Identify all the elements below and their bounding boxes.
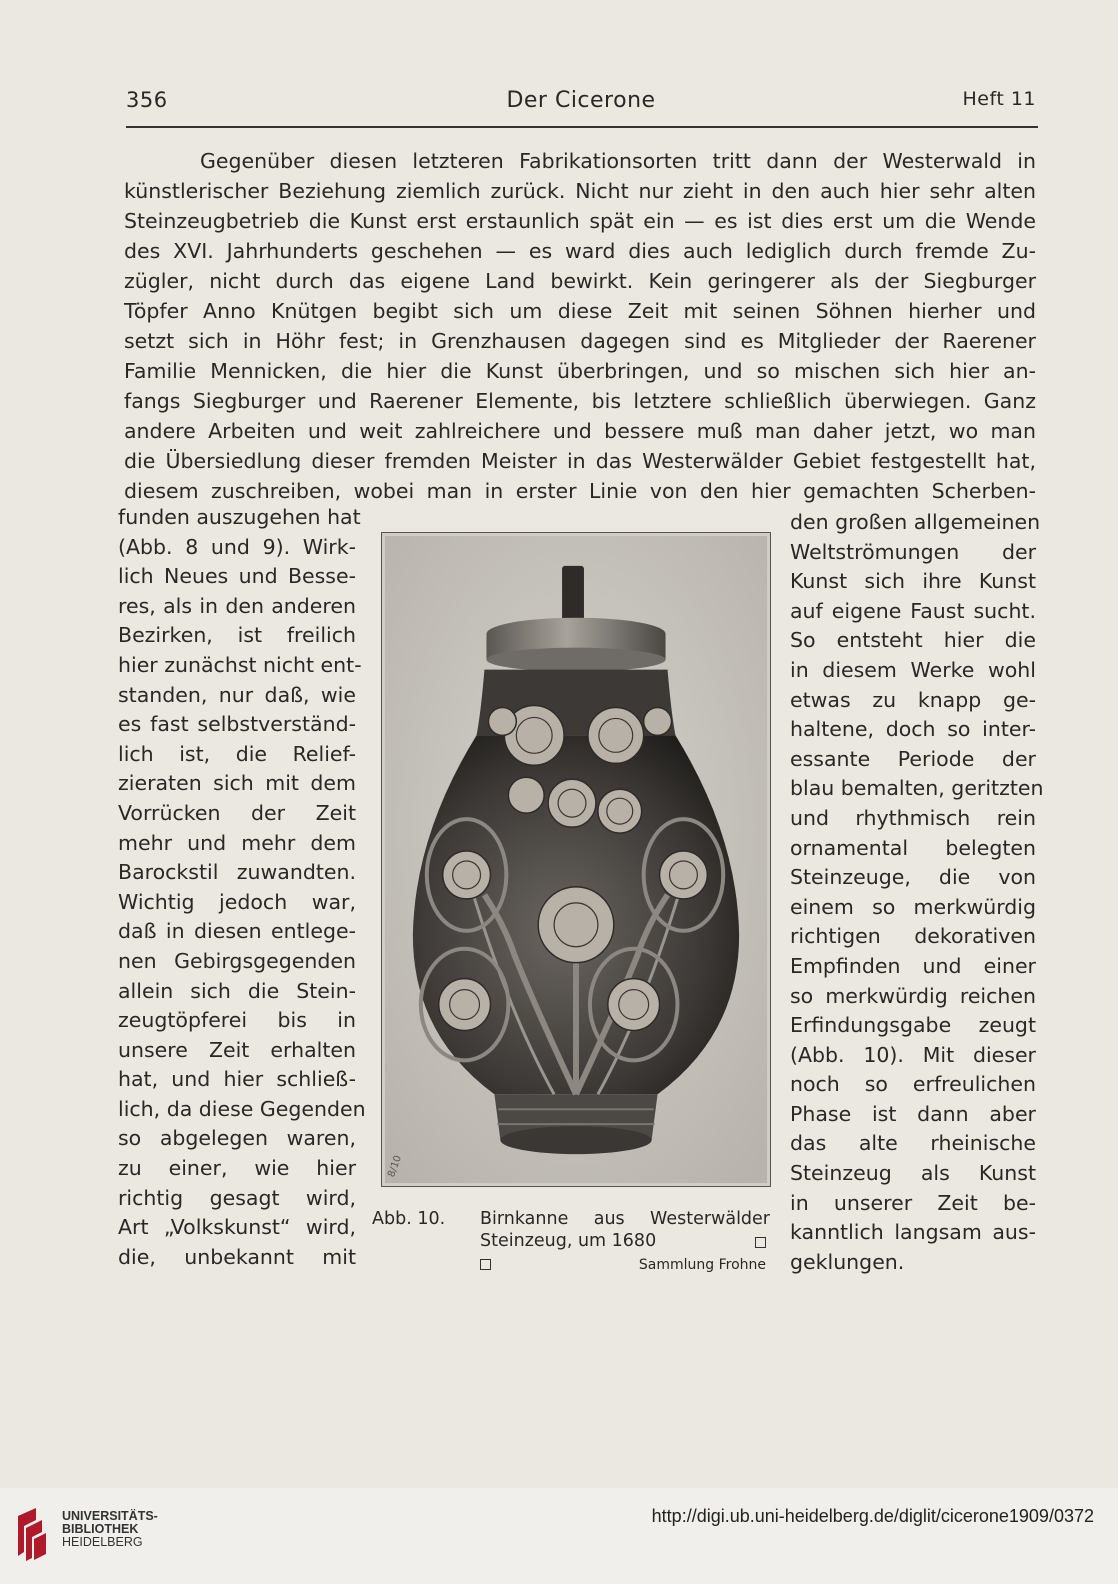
text-line: Wichtig jedoch war, (118, 889, 356, 914)
text-line: essante Periode der (790, 746, 1036, 771)
text-line: allein sich die Stein- (118, 978, 356, 1003)
text-line: funden auszugehen hat (118, 505, 361, 529)
journal-title: Der Cicerone (506, 88, 656, 113)
square-ornament-icon (755, 1237, 766, 1248)
library-name-line: HEIDELBERG (62, 1535, 143, 1549)
text-line: lich, da diese Gegenden (118, 1096, 366, 1121)
text-line: zu einer, wie hier (118, 1156, 356, 1181)
photo-mark: 8/10 (386, 1154, 405, 1179)
digitization-footer (0, 1488, 1118, 1584)
text-line: diesem zuschreiben, wobei man in erster Linie von den hier gemachten Scherben- (124, 479, 1036, 503)
text-line: so abgelegen waren, (118, 1126, 356, 1151)
text-line: lich ist, die Relief- (118, 741, 356, 766)
text-line: andere Arbeiten und weit zahlreichere und bessere muß man daher jetzt, wo man (124, 419, 1036, 443)
left-column (118, 503, 366, 1272)
right-column (790, 508, 1044, 1277)
text-line: So entsteht hier die (790, 628, 1036, 653)
text-line: in diesem Werke wohl (790, 657, 1036, 682)
text-line: Kunst sich ihre Kunst (790, 569, 1036, 594)
text-line: die Übersiedlung dieser fremden Meister in das Westerwälder Gebiet festgestellt hat, (124, 449, 1036, 473)
text-line: unsere Zeit erhalten (118, 1037, 356, 1062)
text-line: geklungen. (790, 1249, 905, 1274)
text-line: Bezirken, ist freilich (118, 623, 356, 648)
text-line: in unserer Zeit be- (790, 1190, 1036, 1215)
full-width-paragraph (124, 146, 1036, 506)
text-line: Art „Volkskunst“ wird, (118, 1215, 356, 1240)
text-line: hat, und hier schließ- (118, 1067, 356, 1092)
text-line: etwas zu knapp ge- (790, 687, 1036, 712)
text-line: richtigen dekorativen (790, 924, 1036, 949)
text-line: Gegenüber diesen letzteren Fabrikationsorten tritt dann der Westerwald in (200, 149, 1036, 173)
text-line: fangs Siegburger und Raerener Elemente, bis letztere schließlich überwiegen. Ganz (124, 389, 1036, 413)
text-line: zieraten sich mit dem (118, 771, 356, 796)
text-line: standen, nur daß, wie (118, 682, 356, 707)
text-line: noch so erfreulichen (790, 1072, 1036, 1097)
text-line: Barockstil zuwandten. (118, 860, 356, 885)
text-line: des XVI. Jahrhunderts geschehen — es ward dies auch lediglich durch fremde Zu- (124, 239, 1036, 263)
library-name-line: UNIVERSITÄTS- (62, 1509, 158, 1523)
text-line: Steinzeug als Kunst (790, 1161, 1036, 1186)
figure-photo (381, 532, 771, 1187)
text-line: daß in diesen entlege- (118, 919, 356, 944)
library-name (62, 1510, 158, 1549)
running-head (126, 88, 1036, 118)
text-line: Steinzeuge, die von (790, 865, 1036, 890)
text-line: res, als in den anderen (118, 593, 356, 618)
text-line: Weltströmungen der (790, 539, 1036, 564)
text-line: Töpfer Anno Knütgen begibt sich um diese Zeit mit seinen Söhnen hierher und (124, 299, 1036, 323)
header-rule (126, 126, 1038, 128)
text-line: kanntlich langsam aus- (790, 1220, 1036, 1245)
text-line: setzt sich in Höhr fest; in Grenzhausen dagegen sind es Mitglieder der Raerener (124, 329, 1036, 353)
caption-line-1: Birnkanne aus Westerwälder (480, 1209, 770, 1229)
text-line: richtig gesagt wird, (118, 1185, 356, 1210)
text-line: mehr und mehr dem (118, 830, 356, 855)
text-line: Familie Mennicken, die hier die Kunst überbringen, und so mischen sich hier an- (124, 359, 1036, 383)
text-line: blau bemalten, geritzten (790, 776, 1044, 801)
library-name-line: BIBLIOTHEK (62, 1522, 139, 1536)
text-line: künstlerischer Beziehung ziemlich zurück. Nicht nur zieht in den auch hier sehr alten (124, 179, 1036, 203)
text-line: es fast selbstverständ- (118, 712, 356, 737)
text-line: hier zunächst nicht ent- (118, 652, 362, 677)
text-line: Erfindungsgabe zeugt (790, 1013, 1036, 1038)
text-line: zügler, nicht durch das eigene Land bewirkt. Kein geringerer als der Siegburger (124, 269, 1036, 293)
text-line: ornamental belegten (790, 835, 1036, 860)
text-line: die, unbekannt mit (118, 1244, 356, 1269)
text-line: haltene, doch so inter- (790, 717, 1036, 742)
university-library-logo-icon (14, 1506, 48, 1562)
figure-label: Abb. 10. (372, 1209, 446, 1229)
caption-line-2: Steinzeug, um 1680 (480, 1231, 657, 1251)
text-line: den großen allgemeinen (790, 510, 1041, 534)
text-line: das alte rheinische (790, 1131, 1036, 1156)
jug-photo-illustration (385, 536, 767, 1183)
text-line: Phase ist dann aber (790, 1101, 1036, 1126)
text-line: und rhythmisch rein (790, 805, 1036, 830)
square-ornament-icon (480, 1259, 491, 1270)
text-line: Empfinden und einer (790, 953, 1036, 978)
issue-number: Heft 11 (962, 88, 1036, 110)
text-line: (Abb. 8 und 9). Wirk- (118, 534, 356, 559)
text-line: lich Neues und Besse- (118, 564, 356, 589)
collection-credit: Sammlung Frohne (638, 1257, 766, 1273)
source-url-link[interactable]: http://digi.ub.uni-heidelberg.de/diglit/cicerone1909/0372 (651, 1506, 1094, 1526)
text-line: (Abb. 10). Mit dieser (790, 1042, 1036, 1067)
text-line: Vorrücken der Zeit (118, 800, 356, 825)
text-line: nen Gebirgsgegenden (118, 948, 356, 973)
text-line: so merkwürdig reichen (790, 983, 1036, 1008)
page-number: 356 (126, 88, 168, 112)
text-line: Steinzeugbetrieb die Kunst erst erstaunlich spät ein — es ist dies erst um die Wende (124, 209, 1036, 233)
text-line: einem so merkwürdig (790, 894, 1036, 919)
text-line: zeugtöpferei bis in (118, 1008, 356, 1033)
text-line: auf eigene Faust sucht. (790, 598, 1036, 623)
